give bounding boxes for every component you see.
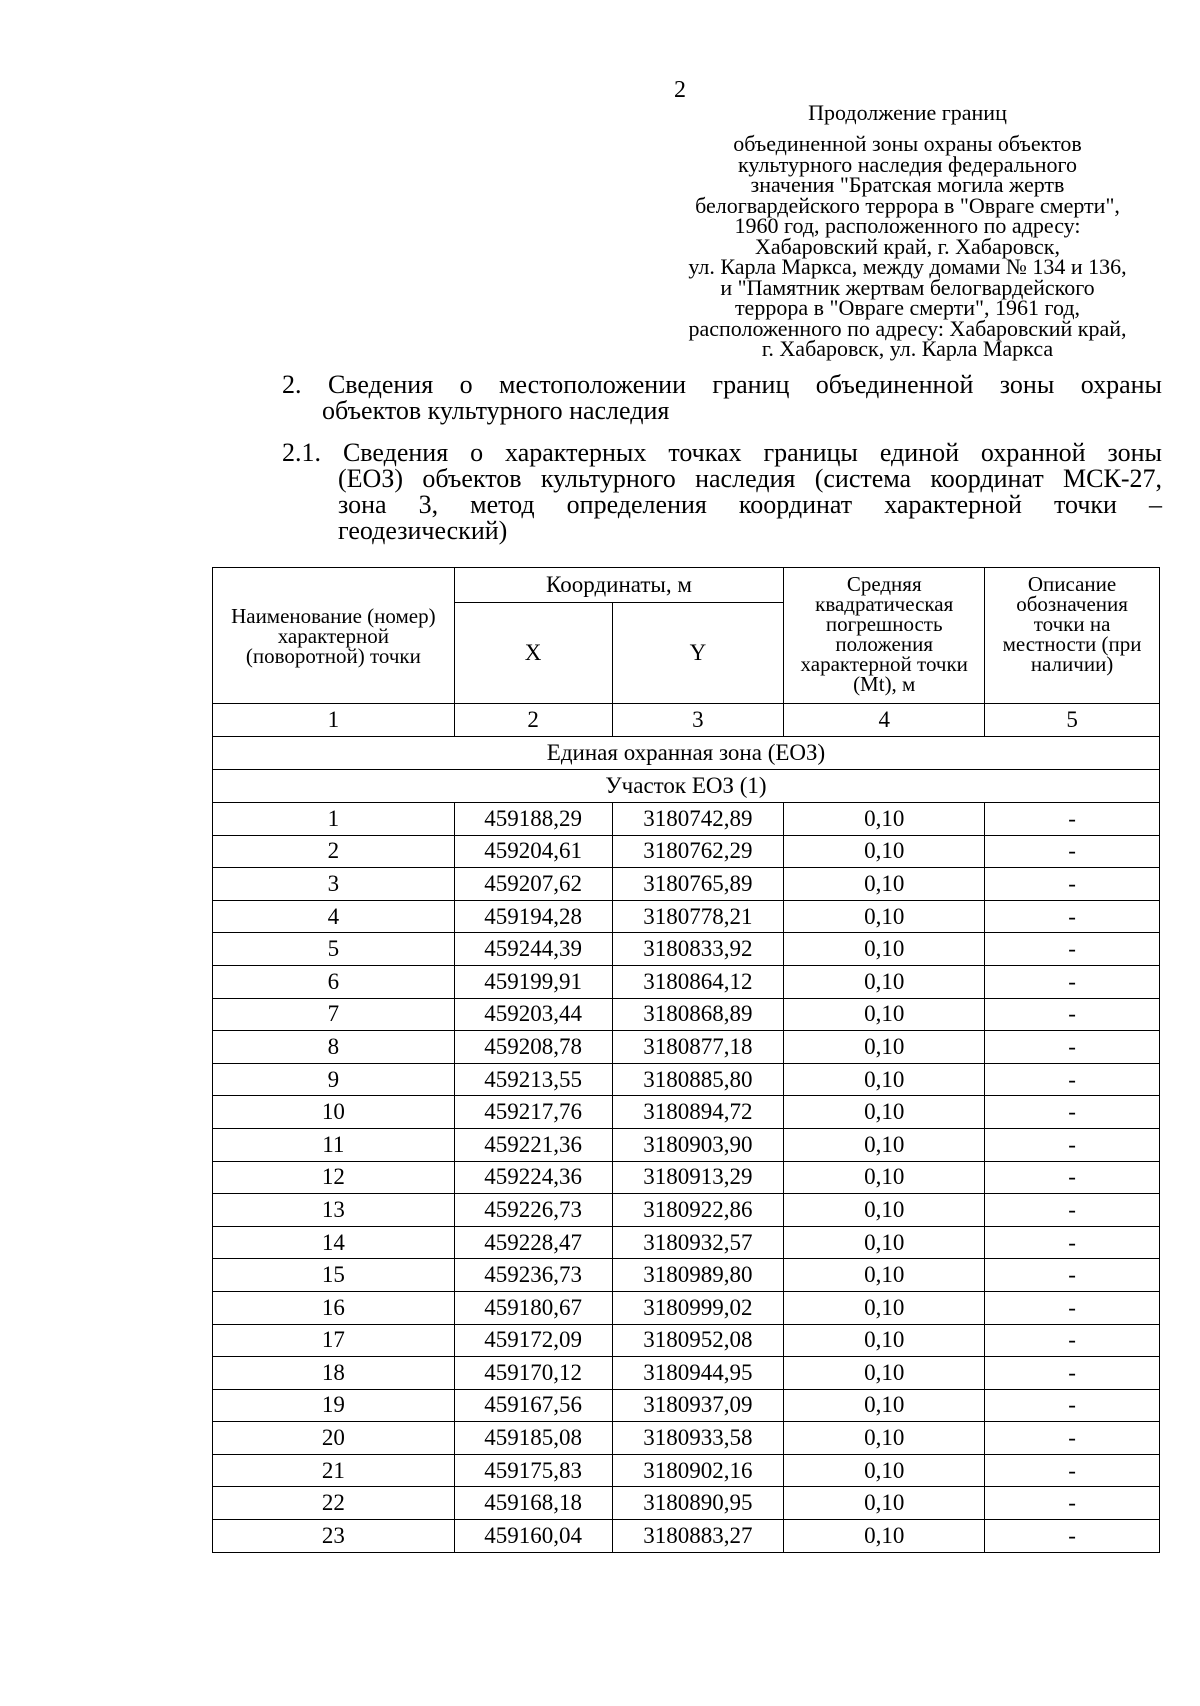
error-value: 0,10 xyxy=(784,1357,985,1390)
point-number: 16 xyxy=(213,1291,455,1324)
header-error: Средняя квадратическая погрешность положения характерной точки (Mt), м xyxy=(784,568,985,704)
coord-x: 459203,44 xyxy=(454,998,612,1031)
coord-y: 3180877,18 xyxy=(612,1031,784,1064)
zone-title: Единая охранная зона (ЕОЗ) xyxy=(213,737,1160,770)
section-2-1-line3: зона 3, метод определения координат характерной точки – xyxy=(338,490,1162,519)
error-value: 0,10 xyxy=(784,1161,985,1194)
point-number: 22 xyxy=(213,1487,455,1520)
point-number: 17 xyxy=(213,1324,455,1357)
column-number: 2 xyxy=(454,704,612,737)
point-description: - xyxy=(985,900,1160,933)
error-value: 0,10 xyxy=(784,1422,985,1455)
section-2-1-line2: (ЕОЗ) объектов культурного наследия (система координат МСК-27, xyxy=(338,464,1162,493)
coord-y: 3180883,27 xyxy=(612,1520,784,1553)
point-description: - xyxy=(985,835,1160,868)
section-2-text-cont: объектов культурного наследия xyxy=(322,396,670,425)
section-2-1-heading xyxy=(282,440,1162,544)
section-title-row xyxy=(213,770,1160,803)
coord-x: 459170,12 xyxy=(454,1357,612,1390)
section-2-1-line1: Сведения о характерных точках границы единой охранной зоны xyxy=(342,438,1163,467)
point-description: - xyxy=(985,1454,1160,1487)
point-number: 5 xyxy=(213,933,455,966)
coordinates-table xyxy=(212,567,1160,1553)
header-line: культурного наследия федерального xyxy=(738,151,1077,177)
error-value: 0,10 xyxy=(784,868,985,901)
section-2-1-line4: геодезический) xyxy=(338,516,508,545)
point-description: - xyxy=(985,1194,1160,1227)
header-line: ул. Карла Маркса, между домами № 134 и 136, xyxy=(688,254,1127,279)
error-value: 0,10 xyxy=(784,1454,985,1487)
table-row xyxy=(213,1324,1160,1357)
point-description: - xyxy=(985,1259,1160,1292)
table-row xyxy=(213,868,1160,901)
column-number: 3 xyxy=(612,704,784,737)
table-row xyxy=(213,1226,1160,1259)
point-number: 23 xyxy=(213,1520,455,1553)
table-row xyxy=(213,1422,1160,1455)
error-value: 0,10 xyxy=(784,1259,985,1292)
error-value: 0,10 xyxy=(784,1487,985,1520)
coord-x: 459213,55 xyxy=(454,1063,612,1096)
coord-x: 459168,18 xyxy=(454,1487,612,1520)
section-2-text: Сведения о местоположении границ объединенной зоны охраны xyxy=(327,370,1163,399)
header-line: значения "Братская могила жертв xyxy=(750,172,1065,197)
point-number: 2 xyxy=(213,835,455,868)
point-number: 21 xyxy=(213,1454,455,1487)
point-description: - xyxy=(985,1487,1160,1520)
point-description: - xyxy=(985,868,1160,901)
table-row xyxy=(213,1194,1160,1227)
coord-x: 459194,28 xyxy=(454,900,612,933)
section-2-heading xyxy=(282,372,1162,424)
point-number: 6 xyxy=(213,965,455,998)
point-description: - xyxy=(985,1161,1160,1194)
point-number: 4 xyxy=(213,900,455,933)
point-description: - xyxy=(985,1291,1160,1324)
point-description: - xyxy=(985,1096,1160,1129)
point-number: 9 xyxy=(213,1063,455,1096)
table-row xyxy=(213,1389,1160,1422)
table-row xyxy=(213,1487,1160,1520)
document-header xyxy=(655,102,1160,360)
error-value: 0,10 xyxy=(784,900,985,933)
coord-y: 3180894,72 xyxy=(612,1096,784,1129)
error-value: 0,10 xyxy=(784,1031,985,1064)
header-line: Хабаровский край, г. Хабаровск, xyxy=(755,233,1060,259)
table-row xyxy=(213,1259,1160,1292)
point-number: 8 xyxy=(213,1031,455,1064)
point-number: 15 xyxy=(213,1259,455,1292)
coord-x: 459204,61 xyxy=(454,835,612,868)
error-value: 0,10 xyxy=(784,1291,985,1324)
coord-x: 459185,08 xyxy=(454,1422,612,1455)
header-title: Продолжение границ xyxy=(808,100,1007,125)
error-value: 0,10 xyxy=(784,1226,985,1259)
error-value: 0,10 xyxy=(784,1389,985,1422)
table-row xyxy=(213,1063,1160,1096)
coord-y: 3180765,89 xyxy=(612,868,784,901)
column-number: 1 xyxy=(213,704,455,737)
point-description: - xyxy=(985,1031,1160,1064)
coord-x: 459208,78 xyxy=(454,1031,612,1064)
coord-y: 3180932,57 xyxy=(612,1226,784,1259)
coord-y: 3180885,80 xyxy=(612,1063,784,1096)
header-x: X xyxy=(454,603,612,704)
error-value: 0,10 xyxy=(784,1096,985,1129)
point-number: 10 xyxy=(213,1096,455,1129)
coord-x: 459236,73 xyxy=(454,1259,612,1292)
table-row xyxy=(213,835,1160,868)
page-number: 2 xyxy=(674,77,686,103)
header-line: объединенной зоны охраны объектов xyxy=(733,131,1082,156)
coord-x: 459207,62 xyxy=(454,868,612,901)
coord-y: 3180890,95 xyxy=(612,1487,784,1520)
table-row xyxy=(213,1096,1160,1129)
point-number: 20 xyxy=(213,1422,455,1455)
coord-y: 3180778,21 xyxy=(612,900,784,933)
point-description: - xyxy=(985,1128,1160,1161)
error-value: 0,10 xyxy=(784,1194,985,1227)
coord-y: 3180913,29 xyxy=(612,1161,784,1194)
table-row xyxy=(213,1291,1160,1324)
coord-y: 3180902,16 xyxy=(612,1454,784,1487)
point-description: - xyxy=(985,965,1160,998)
point-description: - xyxy=(985,1324,1160,1357)
point-number: 7 xyxy=(213,998,455,1031)
point-description: - xyxy=(985,1389,1160,1422)
header-line: г. Хабаровск, ул. Карла Маркса xyxy=(761,336,1054,361)
point-description: - xyxy=(985,1063,1160,1096)
table-row xyxy=(213,998,1160,1031)
coord-y: 3180944,95 xyxy=(612,1357,784,1390)
zone-title-row xyxy=(213,737,1160,770)
point-number: 3 xyxy=(213,868,455,901)
header-line: террора в "Овраге смерти", 1961 год, xyxy=(734,295,1081,320)
header-coordinates: Координаты, м xyxy=(454,568,784,603)
coord-x: 459175,83 xyxy=(454,1454,612,1487)
point-description: - xyxy=(985,933,1160,966)
error-value: 0,10 xyxy=(784,933,985,966)
point-number: 12 xyxy=(213,1161,455,1194)
coord-y: 3180952,08 xyxy=(612,1324,784,1357)
coord-y: 3180833,92 xyxy=(612,933,784,966)
header-y: Y xyxy=(612,603,784,704)
coord-x: 459167,56 xyxy=(454,1389,612,1422)
coord-y: 3180864,12 xyxy=(612,965,784,998)
coord-x: 459221,36 xyxy=(454,1128,612,1161)
column-number-row xyxy=(213,704,1160,737)
table-row xyxy=(213,1161,1160,1194)
error-value: 0,10 xyxy=(784,965,985,998)
header-line: белогвардейского террора в "Овраге смерти", xyxy=(695,192,1120,218)
coord-y: 3180922,86 xyxy=(612,1194,784,1227)
error-value: 0,10 xyxy=(784,1520,985,1553)
header-description: Описание обозначения точки на местности (при наличии) xyxy=(985,568,1160,704)
point-description: - xyxy=(985,998,1160,1031)
section-2-1-number: 2.1. xyxy=(282,438,321,467)
section-2-number: 2. xyxy=(282,370,302,399)
table-row xyxy=(213,1520,1160,1553)
coord-y: 3180762,29 xyxy=(612,835,784,868)
header-line: 1960 год, расположенного по адресу: xyxy=(734,213,1081,238)
coord-x: 459228,47 xyxy=(454,1226,612,1259)
table-row xyxy=(213,1454,1160,1487)
coord-x: 459199,91 xyxy=(454,965,612,998)
point-number: 18 xyxy=(213,1357,455,1390)
point-number: 14 xyxy=(213,1226,455,1259)
column-number: 5 xyxy=(985,704,1160,737)
header-point-name: Наименование (номер) характерной (поворотной) точки xyxy=(213,568,455,704)
error-value: 0,10 xyxy=(784,803,985,836)
point-description: - xyxy=(985,1422,1160,1455)
point-number: 1 xyxy=(213,803,455,836)
coord-x: 459172,09 xyxy=(454,1324,612,1357)
point-description: - xyxy=(985,803,1160,836)
point-number: 11 xyxy=(213,1128,455,1161)
coord-x: 459224,36 xyxy=(454,1161,612,1194)
table-row xyxy=(213,965,1160,998)
error-value: 0,10 xyxy=(784,835,985,868)
point-number: 13 xyxy=(213,1194,455,1227)
coord-x: 459244,39 xyxy=(454,933,612,966)
error-value: 0,10 xyxy=(784,1324,985,1357)
coord-y: 3180989,80 xyxy=(612,1259,784,1292)
point-description: - xyxy=(985,1520,1160,1553)
table-row xyxy=(213,900,1160,933)
error-value: 0,10 xyxy=(784,998,985,1031)
table-row xyxy=(213,933,1160,966)
coord-y: 3180868,89 xyxy=(612,998,784,1031)
section-title: Участок ЕОЗ (1) xyxy=(213,770,1160,803)
table-row xyxy=(213,803,1160,836)
error-value: 0,10 xyxy=(784,1063,985,1096)
error-value: 0,10 xyxy=(784,1128,985,1161)
header-line: расположенного по адресу: Хабаровский край, xyxy=(688,315,1127,341)
point-number: 19 xyxy=(213,1389,455,1422)
coord-y: 3180999,02 xyxy=(612,1291,784,1324)
coord-x: 459160,04 xyxy=(454,1520,612,1553)
coord-x: 459180,67 xyxy=(454,1291,612,1324)
coord-x: 459226,73 xyxy=(454,1194,612,1227)
coord-y: 3180903,90 xyxy=(612,1128,784,1161)
point-description: - xyxy=(985,1357,1160,1390)
column-number: 4 xyxy=(784,704,985,737)
table-row xyxy=(213,1031,1160,1064)
coord-y: 3180742,89 xyxy=(612,803,784,836)
header-line: и "Памятник жертвам белогвардейского xyxy=(720,274,1095,300)
coord-x: 459188,29 xyxy=(454,803,612,836)
table-row xyxy=(213,1357,1160,1390)
table-row xyxy=(213,1128,1160,1161)
coord-y: 3180937,09 xyxy=(612,1389,784,1422)
coord-y: 3180933,58 xyxy=(612,1422,784,1455)
coord-x: 459217,76 xyxy=(454,1096,612,1129)
point-description: - xyxy=(985,1226,1160,1259)
